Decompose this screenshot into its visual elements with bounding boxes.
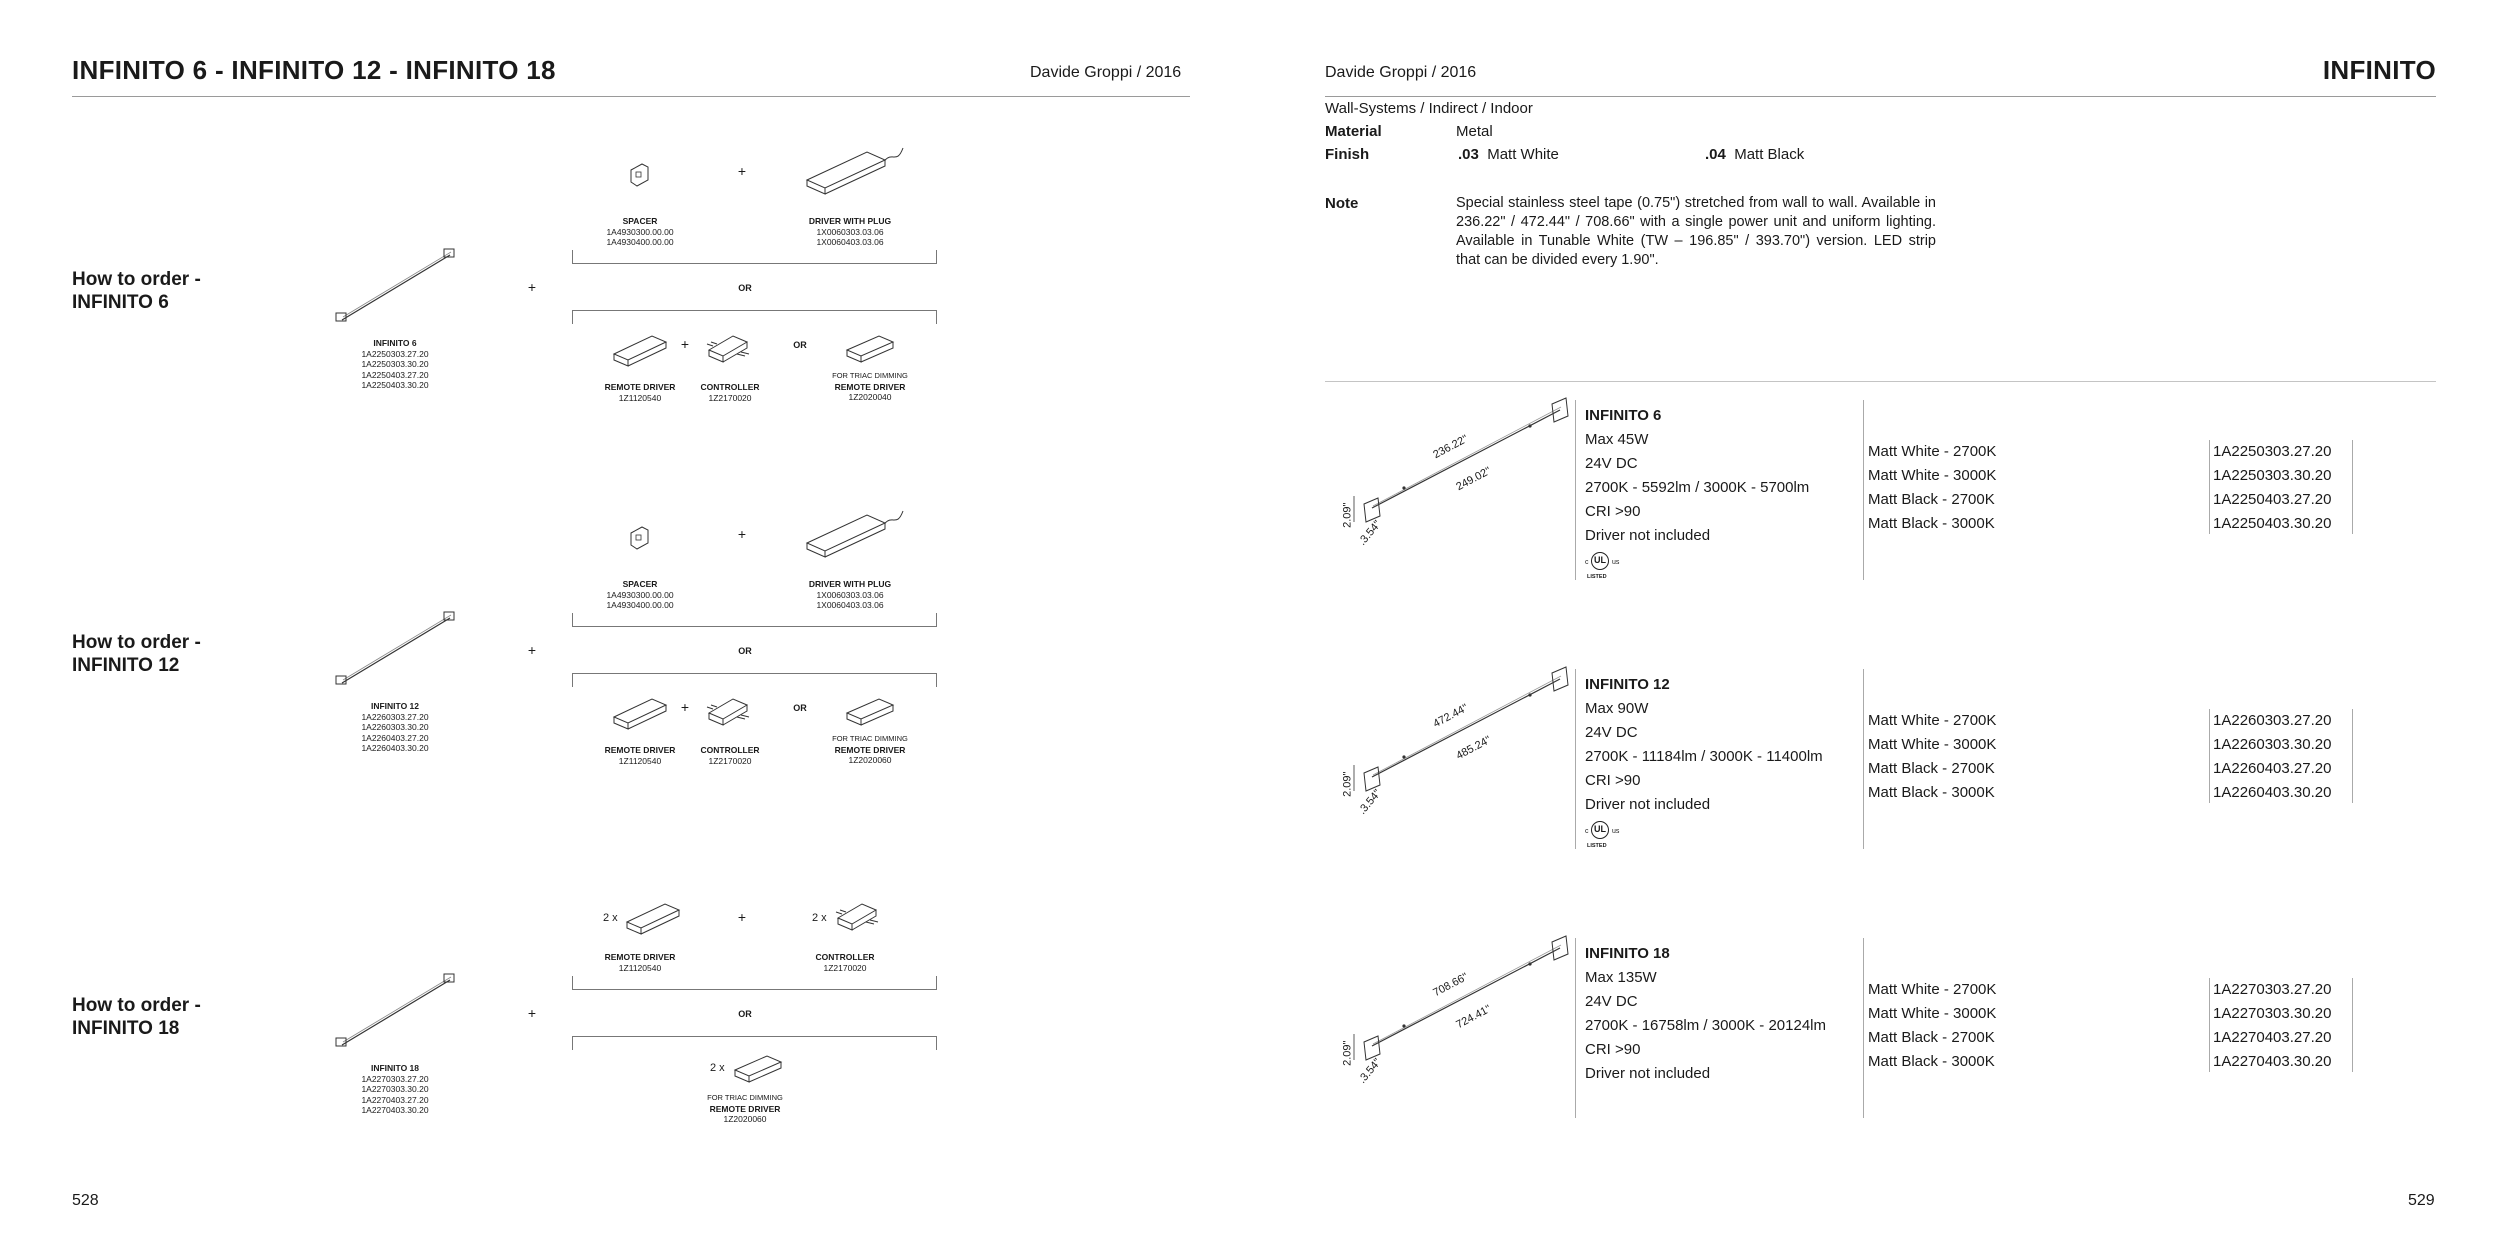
controller-drawing — [705, 328, 753, 368]
column-divider — [2352, 978, 2353, 1072]
product-code: 1A2260403.27.20 — [361, 732, 429, 743]
spec-line: 2700K - 5592lm / 3000K - 5700lm — [1585, 479, 1810, 496]
ul-us: us — [1612, 828, 1620, 835]
variant-finish: Matt Black - 3000K — [1868, 1053, 1995, 1070]
dimension-total-length: 724.41" — [1454, 1002, 1494, 1032]
plus-symbol: + — [737, 526, 747, 542]
spec-line: Max 45W — [1585, 431, 1649, 448]
order-label-product: INFINITO 18 — [72, 1018, 180, 1039]
plus-symbol: + — [680, 336, 690, 352]
driver-with-plug-code: 1X0060403.03.06 — [816, 600, 884, 610]
product-family-title: INFINITO — [2322, 55, 2436, 85]
quantity-label: 2 x — [710, 1062, 725, 1074]
triac-remote-driver-drawing — [733, 1050, 785, 1086]
product-code: 1A2260303.30.20 — [361, 722, 429, 732]
variant-code: 1A2250403.27.20 — [2213, 491, 2332, 508]
plus-symbol: + — [527, 642, 537, 658]
controller-label — [685, 745, 775, 766]
quantity-label: 2 x — [812, 912, 827, 924]
remote-driver-label — [590, 382, 690, 403]
order-label-product: INFINITO 6 — [72, 292, 169, 313]
column-divider — [2209, 978, 2210, 1072]
product-code: 1A2250303.27.20 — [361, 348, 429, 359]
variant-code: 1A2270403.27.20 — [2213, 1029, 2332, 1046]
controller-label — [685, 382, 775, 403]
bracket — [572, 613, 937, 627]
dimension-height: 2.09" — [1341, 502, 1354, 528]
product-codes — [330, 338, 460, 391]
spec-line: CRI >90 — [1585, 1041, 1641, 1058]
order-label-line: How to order - — [72, 632, 201, 653]
page-number-left: 528 — [72, 1192, 99, 1209]
spec-line: 2700K - 11184lm / 3000K - 11400lm — [1585, 748, 1823, 765]
ul-listed-icon — [1585, 821, 1625, 851]
spacer-name: SPACER — [622, 579, 658, 589]
remote-driver-label — [590, 745, 690, 766]
product-code: 1A2250303.30.20 — [361, 359, 429, 369]
variant-code: 1A2250403.30.20 — [2213, 515, 2332, 532]
column-divider — [1575, 938, 1576, 1118]
remote-driver-drawing — [625, 898, 683, 938]
finish-option — [1458, 146, 1559, 163]
remote-driver-code: 1Z1120540 — [618, 392, 662, 403]
product-name: INFINITO 12 — [370, 701, 420, 711]
triac-note: FOR TRIAC DIMMING — [832, 371, 908, 380]
dimension-length: 708.66" — [1431, 970, 1471, 1000]
driver-with-plug-code: 1X0060303.03.06 — [816, 226, 884, 237]
finish-name: Matt Black — [1734, 146, 1805, 163]
dimension-total-length: 485.24" — [1454, 733, 1494, 763]
spacer-code: 1A4930400.00.00 — [606, 600, 674, 610]
spec-list — [1585, 404, 1809, 582]
driver-with-plug-code: 1X0060403.03.06 — [816, 237, 884, 247]
plus-symbol: + — [527, 279, 537, 295]
driver-with-plug-label — [790, 579, 910, 611]
variant-code: 1A2270403.30.20 — [2213, 1053, 2332, 1070]
variant-finish: Matt Black - 2700K — [1868, 760, 1995, 777]
ul-circle: UL — [1591, 552, 1609, 570]
triac-remote-driver-drawing — [845, 693, 897, 729]
controller-code: 1Z2170020 — [708, 392, 752, 403]
spec-line: Max 90W — [1585, 700, 1649, 717]
variant-code: 1A2270303.30.20 — [2213, 1005, 2332, 1022]
product-code: 1A2260303.27.20 — [361, 711, 429, 722]
spec-line: 24V DC — [1585, 455, 1638, 472]
order-label — [72, 631, 272, 677]
driver-with-plug-code: 1X0060303.03.06 — [816, 589, 884, 600]
spec-product-name: INFINITO 6 — [1585, 407, 1662, 424]
spacer-label — [590, 216, 690, 248]
bracket — [572, 673, 937, 687]
or-separator: OR — [793, 340, 807, 350]
triac-remote-driver-name: REMOTE DRIVER — [709, 1103, 781, 1114]
product-codes — [330, 1063, 460, 1116]
dimension-height: 2.09" — [1341, 771, 1354, 797]
or-separator: OR — [738, 646, 752, 656]
variant-finish: Matt Black - 2700K — [1868, 491, 1995, 508]
triac-remote-driver-name: REMOTE DRIVER — [834, 381, 906, 392]
driver-with-plug-drawing — [805, 142, 905, 202]
page-title: INFINITO 6 - INFINITO 12 - INFINITO 18 — [72, 55, 556, 85]
spec-product-name: INFINITO 18 — [1585, 945, 1670, 962]
dimension-height: 2.09" — [1341, 1040, 1354, 1066]
or-separator: OR — [738, 1009, 752, 1019]
triac-remote-driver-name: REMOTE DRIVER — [834, 744, 906, 755]
product-codes — [330, 701, 460, 754]
infinito-product-drawing — [330, 608, 460, 688]
infinito-product-drawing — [330, 970, 460, 1050]
ul-c: c — [1585, 559, 1589, 566]
column-divider — [1863, 938, 1864, 1118]
ul-c: c — [1585, 828, 1589, 835]
column-divider — [1863, 400, 1864, 580]
column-divider — [1575, 400, 1576, 580]
material-label: Material — [1325, 123, 1382, 140]
product-name: INFINITO 6 — [373, 338, 417, 348]
spec-line: Driver not included — [1585, 527, 1711, 544]
variant-finish: Matt Black - 3000K — [1868, 784, 1995, 801]
spacer-code: 1A4930300.00.00 — [606, 226, 674, 237]
spacer-drawing — [628, 162, 650, 188]
ul-us: us — [1612, 559, 1620, 566]
finish-label: Finish — [1325, 146, 1370, 163]
product-name: INFINITO 18 — [370, 1063, 420, 1073]
variant-finish: Matt Black - 2700K — [1868, 1029, 1995, 1046]
author-credit: Davide Groppi / 2016 — [1325, 64, 1477, 81]
ul-listed-icon — [1585, 552, 1625, 582]
triac-remote-driver-code: 1Z2020060 — [723, 1114, 767, 1124]
spec-line: Driver not included — [1585, 1065, 1711, 1082]
ul-listed: LISTED — [1587, 843, 1607, 849]
spacer-code: 1A4930300.00.00 — [606, 589, 674, 600]
finish-option — [1705, 146, 1804, 163]
driver-with-plug-name: DRIVER WITH PLUG — [808, 579, 892, 589]
category-text: Wall-Systems / Indirect / Indoor — [1325, 100, 1533, 117]
spec-list — [1585, 942, 1826, 1086]
variant-finish: Matt Black - 3000K — [1868, 515, 1995, 532]
ul-circle: UL — [1591, 821, 1609, 839]
controller-name: CONTROLLER — [700, 745, 760, 755]
variant-finish: Matt White - 2700K — [1868, 443, 1997, 460]
bracket — [572, 310, 937, 324]
triac-remote-driver-label — [695, 1092, 795, 1125]
spec-line: Driver not included — [1585, 796, 1711, 813]
remote-driver-name: REMOTE DRIVER — [604, 952, 676, 962]
dimension-depth: .3.54" — [1356, 787, 1384, 817]
header-rule — [1325, 96, 2436, 97]
finish-code: .03 — [1458, 146, 1479, 163]
ul-listed: LISTED — [1587, 574, 1607, 580]
product-code: 1A2270403.27.20 — [361, 1094, 429, 1105]
triac-remote-driver-label — [820, 370, 920, 403]
infinito-product-drawing — [330, 245, 460, 325]
controller-drawing — [834, 896, 882, 936]
order-label-line: How to order - — [72, 995, 201, 1016]
order-label — [72, 268, 272, 314]
triac-remote-driver-label — [820, 733, 920, 766]
variant-finish: Matt White - 3000K — [1868, 1005, 1997, 1022]
variant-code: 1A2260303.27.20 — [2213, 712, 2332, 729]
remote-driver-code: 1Z1120540 — [618, 755, 662, 766]
spacer-label — [590, 579, 690, 611]
product-code: 1A2270303.30.20 — [361, 1084, 429, 1094]
dimension-depth: .3.54" — [1356, 1056, 1384, 1086]
product-code: 1A2270403.30.20 — [361, 1105, 429, 1115]
dimension-length: 236.22" — [1431, 432, 1471, 462]
controller-name: CONTROLLER — [815, 952, 875, 962]
or-separator: OR — [793, 703, 807, 713]
spec-line: CRI >90 — [1585, 772, 1641, 789]
variant-finish: Matt White - 3000K — [1868, 467, 1997, 484]
variant-code: 1A2260403.27.20 — [2213, 760, 2332, 777]
product-code: 1A2260403.30.20 — [361, 743, 429, 753]
plus-symbol: + — [527, 1005, 537, 1021]
product-code: 1A2250403.27.20 — [361, 369, 429, 380]
spec-line: 2700K - 16758lm / 3000K - 20124lm — [1585, 1017, 1826, 1034]
triac-remote-driver-code: 1Z2020040 — [848, 392, 892, 402]
remote-driver-code: 1Z1120540 — [618, 962, 662, 973]
or-separator: OR — [738, 283, 752, 293]
triac-note: FOR TRIAC DIMMING — [832, 734, 908, 743]
spec-line: 24V DC — [1585, 993, 1638, 1010]
spec-line: CRI >90 — [1585, 503, 1641, 520]
remote-driver-drawing — [612, 330, 670, 370]
column-divider — [2209, 709, 2210, 803]
spec-line: 24V DC — [1585, 724, 1638, 741]
order-label-product: INFINITO 12 — [72, 655, 180, 676]
controller-code: 1Z2170020 — [708, 755, 752, 766]
variant-code: 1A2250303.27.20 — [2213, 443, 2332, 460]
dimension-depth: .3.54" — [1356, 518, 1384, 548]
finish-name: Matt White — [1487, 146, 1559, 163]
quantity-label: 2 x — [603, 912, 618, 924]
column-divider — [2352, 440, 2353, 534]
variant-code: 1A2260303.30.20 — [2213, 736, 2332, 753]
controller-name: CONTROLLER — [700, 382, 760, 392]
plus-symbol: + — [680, 699, 690, 715]
triac-remote-driver-code: 1Z2020060 — [848, 755, 892, 765]
note-label: Note — [1325, 195, 1359, 212]
section-rule — [1325, 381, 2436, 382]
driver-with-plug-name: DRIVER WITH PLUG — [808, 216, 892, 226]
column-divider — [1575, 669, 1576, 849]
bracket — [572, 1036, 937, 1050]
order-label — [72, 994, 272, 1040]
column-divider — [2352, 709, 2353, 803]
note-text: Special stainless steel tape (0.75") stretched from wall to wall. Available in 236.22" / 472.44" / 708.66" with a single power unit and uniform lighting. Available in Tunable White (TW – 196.85" / 393.70") version. LED strip that can be divided every 1.90". — [1456, 195, 1936, 268]
product-code: 1A2270303.27.20 — [361, 1073, 429, 1084]
plus-symbol: + — [737, 909, 747, 925]
plus-symbol: + — [737, 163, 747, 179]
bracket — [572, 250, 937, 264]
dimension-length: 472.44" — [1431, 701, 1471, 731]
material-value: Metal — [1456, 123, 1493, 140]
bracket — [572, 976, 937, 990]
variant-finish: Matt White - 3000K — [1868, 736, 1997, 753]
variant-code: 1A2260403.30.20 — [2213, 784, 2332, 801]
dimension-total-length: 249.02" — [1454, 464, 1494, 494]
spec-product-name: INFINITO 12 — [1585, 676, 1670, 693]
product-code: 1A2250403.30.20 — [361, 380, 429, 390]
author-credit: Davide Groppi / 2016 — [1030, 64, 1182, 81]
controller-drawing — [705, 691, 753, 731]
spec-line: Max 135W — [1585, 969, 1657, 986]
header-rule — [72, 96, 1190, 97]
driver-with-plug-label — [790, 216, 910, 248]
variant-code: 1A2270303.27.20 — [2213, 981, 2332, 998]
remote-driver-drawing — [612, 693, 670, 733]
column-divider — [1863, 669, 1864, 849]
driver-with-plug-drawing — [805, 505, 905, 565]
spec-list — [1585, 673, 1823, 851]
column-divider — [2209, 440, 2210, 534]
page-number-right: 529 — [2408, 1192, 2435, 1209]
order-label-line: How to order - — [72, 269, 201, 290]
finish-code: .04 — [1705, 146, 1726, 163]
remote-driver-name: REMOTE DRIVER — [604, 745, 676, 755]
variant-finish: Matt White - 2700K — [1868, 981, 1997, 998]
remote-driver-label — [590, 952, 690, 973]
spacer-name: SPACER — [622, 216, 658, 226]
remote-driver-name: REMOTE DRIVER — [604, 382, 676, 392]
controller-code: 1Z2170020 — [823, 962, 867, 973]
triac-remote-driver-drawing — [845, 330, 897, 366]
variant-code: 1A2250303.30.20 — [2213, 467, 2332, 484]
controller-label — [800, 952, 890, 973]
spacer-code: 1A4930400.00.00 — [606, 237, 674, 247]
triac-note: FOR TRIAC DIMMING — [707, 1093, 783, 1102]
variant-finish: Matt White - 2700K — [1868, 712, 1997, 729]
spacer-drawing — [628, 525, 650, 551]
